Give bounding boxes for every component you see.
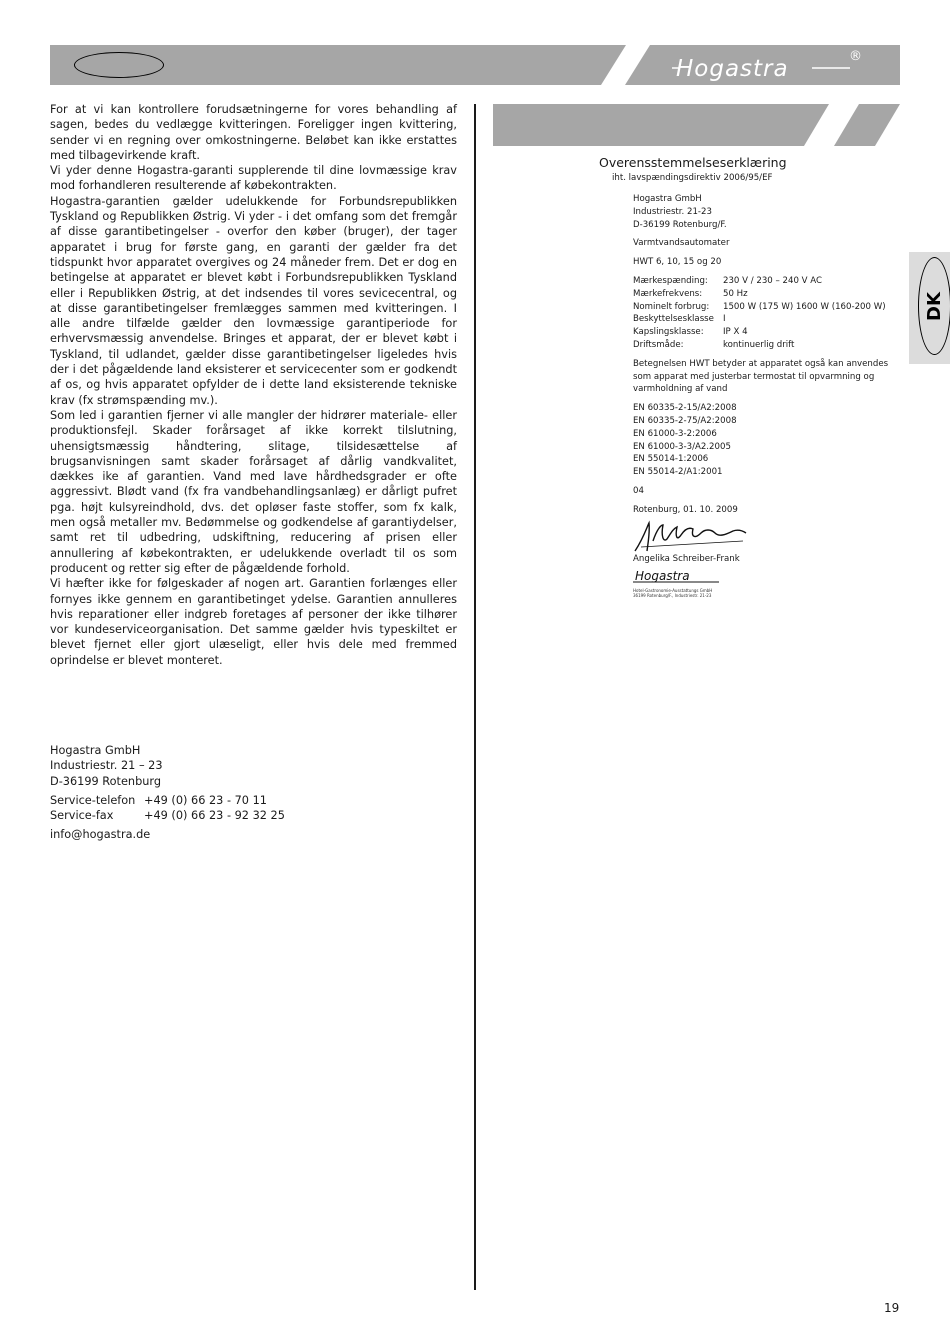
stamp-line: 36199 Rotenburg/F., Industriestr. 21-23	[633, 593, 712, 599]
paragraph: For at vi kan kontrollere forudsætningerne for vores behandling af sagen, bedes du vedlægge kvitteringen. Foreligger ingen kvittering, sender vi en regning over omkostningerne. Beløbet kan ikke erstattes med tilbagevirkende kraft.	[50, 103, 457, 162]
page-number: 19	[884, 1301, 900, 1315]
fax-value: +49 (0) 66 23 - 92 32 25	[144, 809, 285, 823]
company-stamp	[633, 569, 903, 598]
fax-row	[50, 808, 285, 823]
address-line: Hogastra GmbH	[633, 194, 702, 204]
stamp-logo	[633, 569, 723, 583]
standard: EN 61000-3-3/A2.2005	[633, 441, 731, 452]
address-line: Industriestr. 21-23	[633, 206, 712, 217]
city: D-36199 Rotenburg	[50, 774, 162, 788]
spec-value: I	[723, 314, 726, 325]
contact-block	[50, 743, 285, 843]
paragraph: Vi yder denne Hogastra-garanti supplerende til dine lovmæssige krav mod forhandleren resulterende af købekontrakten.	[50, 164, 457, 193]
declaration-header-bar	[493, 104, 900, 146]
spec-row	[633, 301, 903, 314]
paragraph: Vi hæfter ikke for følgeskader af nogen art. Garantien forlænges eller fornyes ikke gennem en garantibetinget ydelse. Garantien annulleres hvis reparationer eller indgreb foretages af personer der ikke tilhører vor kundeserviceorganisation. Det samme gælder hvis typeskiltet er blevet fjernet eller gjort ulæseligt, eller hvis dele med fremmed oprindelse er blevet monteret.	[50, 577, 457, 667]
signature-icon	[633, 519, 748, 553]
standard: EN 55014-2/A1:2001	[633, 467, 723, 478]
paragraph: Hogastra-garantien gælder udelukkende for Forbundsrepublikken Tyskland og Republikken Østrig. Vi yder - i det omfang som det fremgår af disse garantibetingelser - overfor den køber (bruger), der tager apparatet i brug for første gang, en garanti der gælder fra det tidspunkt hvor apparatet overgives og 24 måneder frem. Det er dog en betingelse at apparatet er blevet købt i Forbundsrepublikken Tyskland eller i Republikken Østrig, at det indsendes til vores sevicecentral, og at disse garantibetingelser fremlægges sammen med kvitteringen. I alle andre tilfælde gælder den lovmæssige garantiperiode for erhvervsmæssig anvendelse. Bringes et apparat, der er blevet købt i Tyskland, til udlandet, gælder disse garantibetingelser ligeledes hvis der i det pågældende land eksisterer et servicecenter som er godkendt af os, og hvis apparatet opfylder de i dette land eksisterende tekniske krav (fx strømspænding mv.).	[50, 194, 457, 407]
hwt-note: Betegnelsen HWT betyder at apparatet også kan anvendes som apparat med justerbar termostat til opvarmning og varmholdning af vand	[633, 358, 889, 395]
hogastra-logo	[672, 52, 852, 84]
signatory: Angelika Schreiber-Frank	[633, 553, 740, 564]
spec-label: Kapslingsklasse:	[633, 327, 704, 338]
stamp-brand: Hogastra	[635, 569, 690, 584]
fax-label: Service-fax	[50, 809, 114, 823]
spec-label: Beskyttelsesklasse	[633, 314, 714, 325]
phone-label: Service-telefon	[50, 793, 136, 807]
header-oval	[74, 52, 164, 78]
street: Industriestr. 21 – 23	[50, 759, 163, 773]
spec-row	[633, 313, 903, 326]
spec-value: kontinuerlig drift	[723, 339, 795, 350]
language-tab-label: DK	[923, 291, 945, 321]
language-tab-oval	[918, 257, 950, 355]
spec-label: Mærkespænding:	[633, 275, 708, 286]
standard: EN 61000-3-2:2006	[633, 428, 717, 439]
manufacturer-address	[633, 193, 903, 231]
paragraph: Som led i garantien fjerner vi alle mangler der hidrører materiale- eller produktionsfejl. Skader forårsaget af ikke korrekt tilslutning, uhensigtsmæssig håndtering, slitage, tilsidesættelse af brugsanvisningen samt skader forårsaget af dårlig vandkvalitet, dækkes ike af garantien. Vand med lave hårdhedsgrader er ofte aggressivt. Blødt vand (fx fra vandbehandlingsanlæg) er dårligt pufret pga. højt kulsyreindhold, dvs. det opløser faste stoffer, som fx kalk, men også metaller mv. Bedømmelse og godkendelse af garantiydelser, samt ret til udbedring, udskiftning, reducering af prisen eller annullering af købekontrakten, er udelukkende overladt til os som producent og retter sig efter de pågældende forhold.	[50, 408, 457, 575]
column-divider	[474, 104, 476, 1290]
models: HWT 6, 10, 15 og 20	[633, 257, 722, 268]
standard: EN 60335-2-15/A2:2008	[633, 403, 737, 414]
company-name: Hogastra GmbH	[50, 744, 141, 757]
declaration-subtitle: iht. lavspændingsdirektiv 2006/95/EF	[612, 173, 773, 183]
spec-value: 1500 W (175 W) 1600 W (160-200 W)	[723, 301, 886, 312]
spec-row	[633, 339, 903, 352]
phone-row	[50, 793, 285, 808]
spec-label: Nominelt forbrug:	[633, 301, 710, 312]
spec-value: 50 Hz	[723, 288, 748, 299]
place-date: Rotenburg, 01. 10. 2009	[633, 504, 738, 515]
registered-mark: ®	[849, 49, 862, 64]
warranty-text	[50, 102, 457, 668]
spec-label: Mærkefrekvens:	[633, 288, 703, 299]
spec-row	[633, 275, 903, 288]
product-type: Varmtvandsautomater	[633, 238, 730, 249]
declaration-body	[633, 193, 903, 598]
standards-list	[633, 402, 903, 479]
phone-value: +49 (0) 66 23 - 70 11	[144, 793, 267, 807]
spec-value: IP X 4	[723, 327, 748, 338]
spec-table	[633, 275, 903, 352]
spec-label: Driftsmåde:	[633, 339, 684, 350]
address-line: D-36199 Rotenburg/F.	[633, 219, 727, 230]
year-code: 04	[633, 485, 644, 496]
spec-row	[633, 288, 903, 301]
stamp-line: Hotel-Gastronomie-Ausstattungs GmbH	[633, 588, 713, 594]
email: info@hogastra.de	[50, 828, 151, 842]
spec-row	[633, 326, 903, 339]
standard: EN 55014-1:2006	[633, 454, 709, 465]
logo-text: Hogastra	[676, 56, 789, 82]
standard: EN 60335-2-75/A2:2008	[633, 415, 737, 426]
spec-value: 230 V / 230 – 240 V AC	[723, 275, 823, 286]
declaration-title: Overensstemmelseserklæring	[599, 155, 787, 170]
